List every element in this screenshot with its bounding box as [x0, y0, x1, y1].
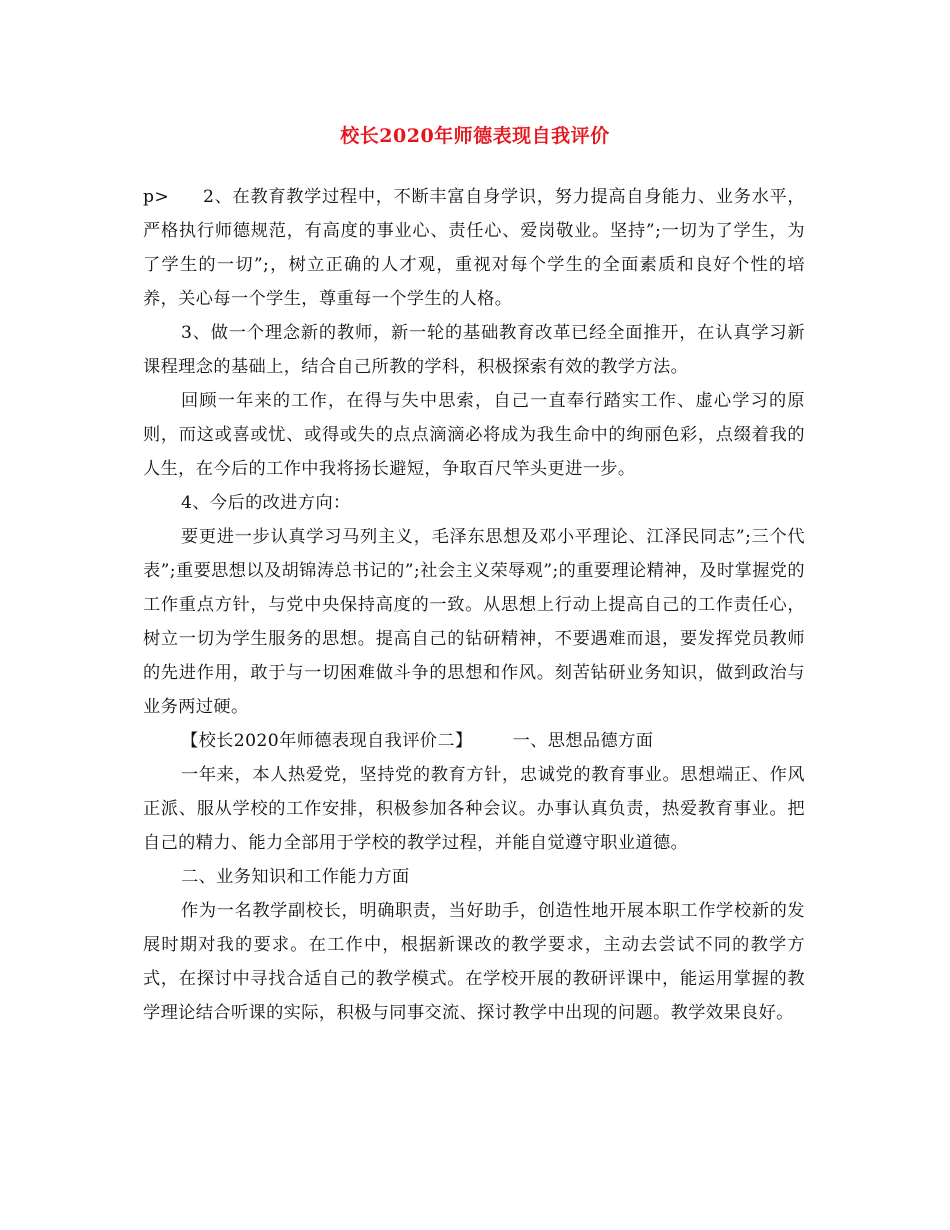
paragraph-item-3: 3、做一个理念新的教师，新一轮的基础教育改革已经全面推开，在认真学习新课程理念的基础上，结合自己所教的学科，积极探索有效的教学方法。 [143, 323, 805, 377]
subsection-title-ideology: 一、思想品德方面 [512, 731, 654, 751]
paragraph-prefix: p> [143, 187, 170, 207]
paragraph-text: 2、在教育教学过程中，不断丰富自身学识，努力提高自身能力、业务水平，严格执行师德规范，有高度的事业心、责任心、爱岗敬业。坚持”;一切为了学生，为了学生的一切”;，树立正确的人才观，重视对每个学生的全面素质和良好个性的培养，关心每一个学生，尊重每一个学生的人格。 [143, 187, 805, 309]
paragraph-ideology: 一年来，本人热爱党，坚持党的教育方针，忠诚党的教育事业。思想端正、作风正派、服从学校的工作安排，积极参加各种会议。办事认真负责，热爱教育事业。把自己的精力、能力全部用于学校的教学过程，并能自觉遵守职业道德。 [143, 765, 805, 853]
paragraph-item-2 [143, 180, 805, 316]
paragraph-improvement: 要更进一步认真学习马列主义，毛泽东思想及邓小平理论、江泽民同志”;三个代表”;重要思想以及胡锦涛总书记的”;社会主义荣辱观”;的重要理论精神，及时掌握党的工作重点方针，与党中央保持高度的一致。从思想上行动上提高自己的工作责任心，树立一切为学生服务的思想。提高自己的钻研精神，不要遇难而退，要发挥党员教师的先进作用，敢于与一切困难做斗争的思想和作风。刻苦钻研业务知识，做到政治与业务两过硬。 [143, 527, 805, 717]
paragraph-item-4-heading: 4、今后的改进方向： [181, 493, 351, 513]
page-title: 校长2020年师德表现自我评价 [340, 125, 610, 147]
subsection-title-business: 二、业务知识和工作能力方面 [181, 867, 410, 887]
document-body [143, 180, 805, 1030]
paragraph-review: 回顾一年来的工作，在得与失中思索，自己一直奉行踏实工作、虚心学习的原则，而这或喜或忧、或得或失的点点滴滴必将成为我生命中的绚丽色彩，点缀着我的人生，在今后的工作中我将扬长避短，争取百尺竿头更进一步。 [143, 391, 805, 479]
section-title-bracketed: 【校长2020年师德表现自我评价二】 [181, 731, 473, 751]
section-heading-part-two [143, 724, 805, 758]
paragraph-business: 作为一名教学副校长，明确职责，当好助手，创造性地开展本职工作学校新的发展时期对我的要求。在工作中，根据新课改的教学要求，主动去尝试不同的教学方式，在探讨中寻找合适自己的教学模式。在学校开展的教研评课中，能运用掌握的教学理论结合听课的实际，积极与同事交流、探讨教学中出现的问题。教学效果良好。 [143, 901, 805, 1023]
